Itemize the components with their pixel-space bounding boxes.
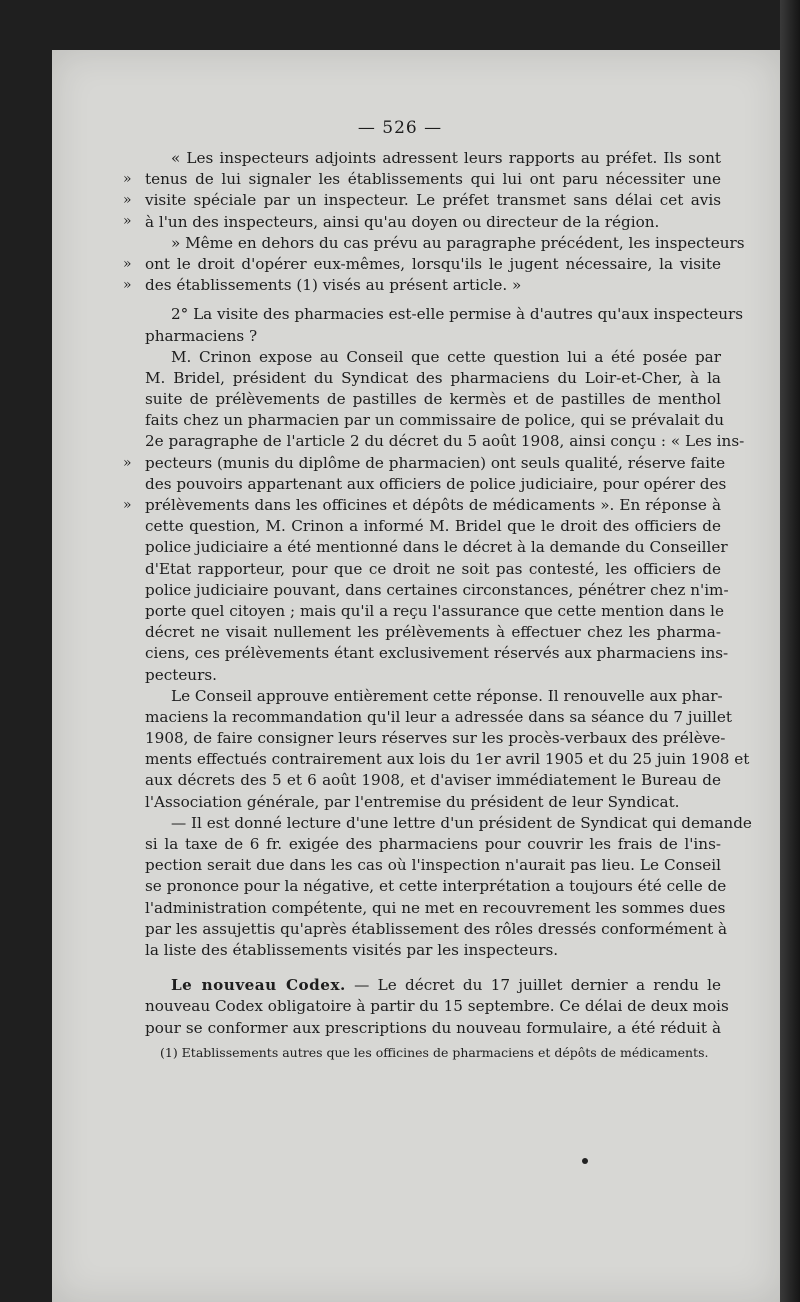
text-line: nouveau Codex obligatoire à partir du 15 septembre. Ce délai de deux mois [145, 997, 729, 1016]
text-line: 2° La visite des pharmacies est-elle permise à d'autres qu'aux inspecteurs [171, 305, 744, 324]
text-line: d'Etat rapporteur, pour que ce droit ne soit pas contesté, les officiers de [145, 559, 721, 578]
text-line: ciens, ces prélèvements étant exclusivement réservés aux pharmaciens ins- [145, 644, 729, 663]
text-fragment: — Le décret du 17 juillet dernier a rendu le [354, 976, 721, 995]
text-line: maciens la recommandation qu'il leur a adressée dans sa séance du 7 juillet [145, 707, 732, 726]
text-line: visite spéciale par un inspecteur. Le préfet transmet sans délai cet avis [145, 191, 721, 210]
text-line: ont le droit d'opérer eux-mêmes, lorsqu'ils le jugent nécessaire, la visite [145, 254, 721, 273]
text-line: prélèvements dans les officines et dépôts de médicaments ». En réponse à [145, 496, 721, 514]
paragraph-3 [145, 304, 744, 346]
text-line: faits chez un pharmacien par un commissaire de police, qui se prévalait du [145, 411, 725, 430]
text-line: ments effectués contrairement aux lois du 1er avril 1905 et du 25 juin 1908 et [145, 750, 750, 769]
text-line: police judiciaire a été mentionné dans le décret à la demande du Conseiller [145, 538, 728, 557]
paragraph-7 [145, 975, 729, 1039]
text-line: « Les inspecteurs adjoints adressent leurs rapports au préfet. Ils sont [171, 149, 721, 167]
quote-mark: » [123, 454, 132, 471]
body-text [123, 148, 752, 1039]
text-line: si la taxe de 6 fr. exigée des pharmaciens pour couvrir les frais de l'ins- [145, 835, 721, 853]
text-line: pecteurs. [145, 665, 217, 684]
text-line: pharmaciens ? [145, 326, 258, 345]
paragraph-1 [123, 148, 721, 233]
text-line: pection serait due dans les cas où l'inspection n'aurait pas lieu. Le Conseil [145, 856, 721, 875]
text-line: 2e paragraphe de l'article 2 du décret du 5 août 1908, ainsi conçu : « Les ins- [145, 432, 745, 451]
quote-mark: » [123, 276, 132, 293]
paragraph-6 [145, 813, 752, 961]
text-line: pour se conformer aux prescriptions du nouveau formulaire, a été réduit à [145, 1018, 721, 1037]
quote-mark: » [123, 171, 132, 187]
quote-mark: » [123, 213, 132, 229]
spacer [145, 296, 721, 304]
text-line [145, 975, 721, 996]
text-line: décret ne visait nullement les prélèvements à effectuer chez les pharma- [145, 623, 721, 642]
text-line: M. Crinon expose au Conseil que cette question lui a été posée par [171, 347, 721, 366]
quote-mark: » [123, 192, 132, 208]
text-line: pecteurs (munis du diplôme de pharmacien) ont seuls qualité, réserve faite [145, 453, 726, 472]
text-line: par les assujettis qu'après établissement des rôles dressés conformément à [145, 919, 728, 938]
text-line: se prononce pour la négative, et cette interprétation a toujours été celle de [145, 877, 727, 896]
section-title: Le nouveau Codex. [171, 976, 346, 995]
text-line: des établissements (1) visés au présent article. » [145, 276, 522, 295]
text-line: cette question, M. Crinon a informé M. Bridel que le droit des officiers de [145, 517, 721, 536]
ink-dot [582, 1158, 588, 1164]
text-line: — Il est donné lecture d'une lettre d'un président de Syndicat qui demande [171, 813, 752, 832]
paragraph-4 [123, 347, 745, 686]
paragraph-5 [145, 686, 750, 813]
page-number: — 526 — [357, 118, 443, 138]
text-line: des pouvoirs appartenant aux officiers de police judiciaire, pour opérer des [145, 474, 727, 493]
text-line: suite de prélèvements de pastilles de kermès et de pastilles de menthol [145, 390, 721, 409]
paragraph-2 [123, 233, 745, 297]
quote-mark: » [123, 496, 132, 513]
text-line: police judiciaire pouvant, dans certaines circonstances, pénétrer chez n'im- [145, 580, 729, 599]
text-line: l'administration compétente, qui ne met en recouvrement les sommes dues [145, 898, 726, 917]
text-line: M. Bridel, président du Syndicat des pharmaciens du Loir-et-Cher, à la [145, 368, 721, 387]
footnote: (1) Etablissements autres que les officines de pharmaciens et dépôts de médicaments. [160, 1045, 709, 1060]
text-line: aux décrets des 5 et 6 août 1908, et d'aviser immédiatement le Bureau de [145, 771, 721, 790]
text-line: » Même en dehors du cas prévu au paragraphe précédent, les inspecteurs [171, 233, 745, 252]
text-line: à l'un des inspecteurs, ainsi qu'au doyen ou directeur de la région. [145, 212, 660, 231]
text-line: Le Conseil approuve entièrement cette réponse. Il renouvelle aux phar- [171, 686, 723, 705]
quote-mark: » [123, 255, 132, 272]
text-line: porte quel citoyen ; mais qu'il a reçu l'assurance que cette mention dans le [145, 601, 724, 620]
text-line: la liste des établissements visités par les inspecteurs. [145, 940, 559, 959]
text-line: l'Association générale, par l'entremise du président de leur Syndicat. [145, 792, 680, 811]
text-line: 1908, de faire consigner leurs réserves sur les procès-verbaux des prélève- [145, 729, 726, 748]
spacer [145, 961, 721, 975]
page-edge-shadow [780, 0, 800, 1302]
text-line: tenus de lui signaler les établissements qui lui ont paru nécessiter une [145, 170, 721, 189]
